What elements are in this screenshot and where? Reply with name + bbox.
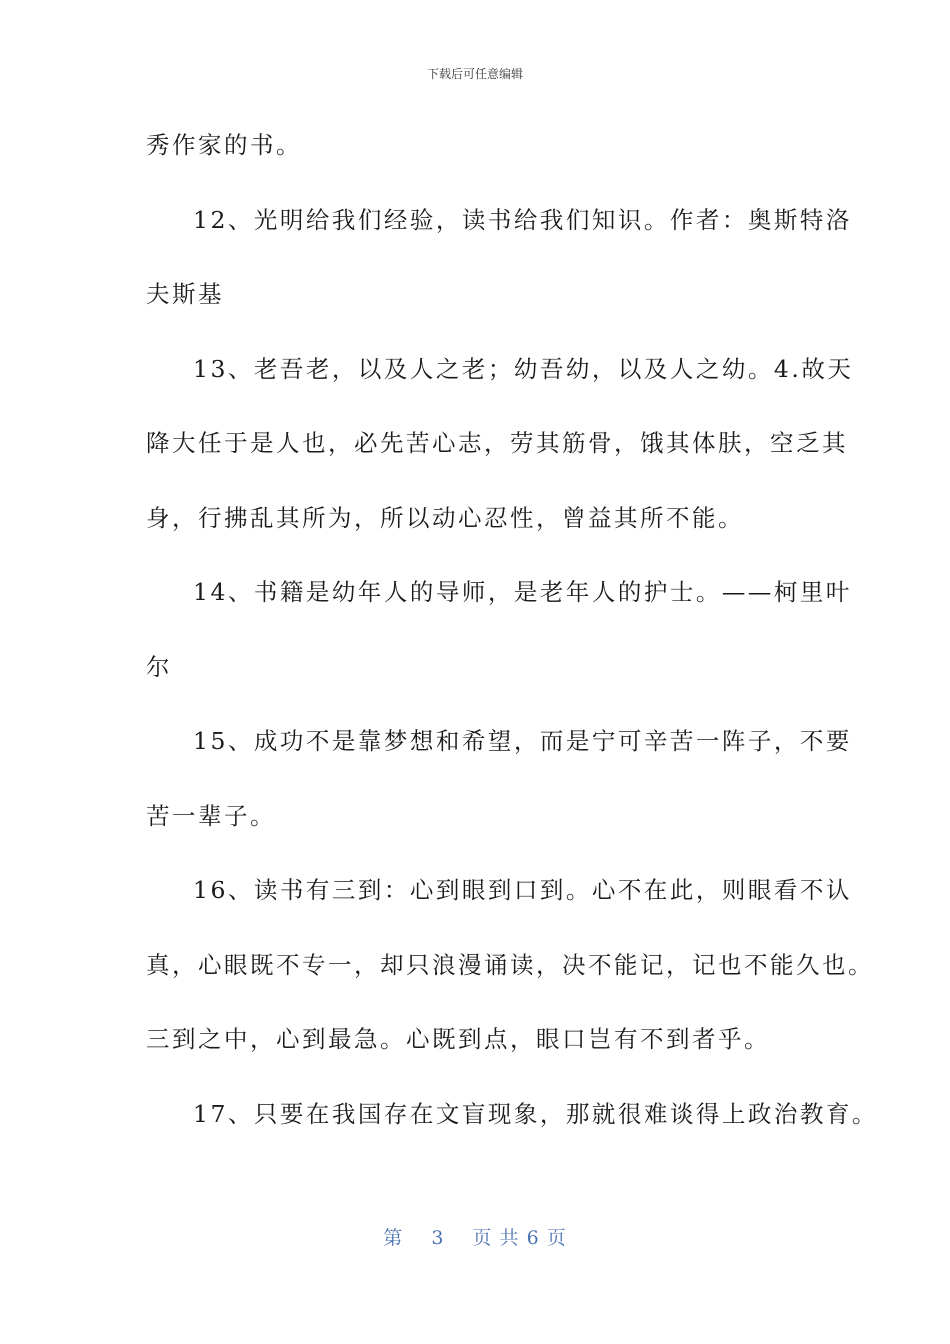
- text-line: 16、读书有三到：心到眼到口到。心不在此，则眼看不认: [193, 876, 852, 904]
- text-line: 秀作家的书。: [146, 131, 302, 159]
- footer-middle: 页 共: [472, 1227, 520, 1249]
- header-text: 下载后可任意编辑: [426, 67, 523, 81]
- text-line: 14、书籍是幼年人的导师，是老年人的护士。——柯里叶: [193, 578, 852, 606]
- footer-prefix: 第: [383, 1227, 404, 1249]
- document-body: [146, 120, 878, 1163]
- text-line: 降大任于是人也，必先苦心志，劳其筋骨，饿其体肤，空乏其: [146, 429, 848, 457]
- text-line: 15、成功不是靠梦想和希望，而是宁可辛苦一阵子，不要: [193, 727, 852, 755]
- text-line: 尔: [146, 652, 172, 681]
- text-line: 12、光明给我们经验，读书给我们知识。作者：奥斯特洛: [193, 205, 852, 234]
- text-line: 夫斯基: [146, 280, 224, 308]
- text-line: 苦一辈子。: [146, 801, 276, 830]
- text-line: 身，行拂乱其所为，所以动心忍性，曾益其所不能。: [146, 503, 744, 532]
- page-footer: [0, 1224, 950, 1252]
- page-header: [0, 66, 950, 82]
- text-line: 真，心眼既不专一，却只浪漫诵读，决不能记，记也不能久也。: [146, 950, 874, 979]
- total-pages-number: 6: [526, 1227, 540, 1249]
- current-page-number: 3: [431, 1227, 445, 1249]
- text-line: 17、只要在我国存在文盲现象，那就很难谈得上政治教育。: [193, 1099, 878, 1128]
- footer-suffix: 页: [546, 1227, 567, 1249]
- text-line: 三到之中，心到最急。心既到点，眼口岂有不到者乎。: [146, 1025, 770, 1053]
- text-line: 13、老吾老，以及人之老；幼吾幼，以及人之幼。4.故天: [193, 354, 854, 383]
